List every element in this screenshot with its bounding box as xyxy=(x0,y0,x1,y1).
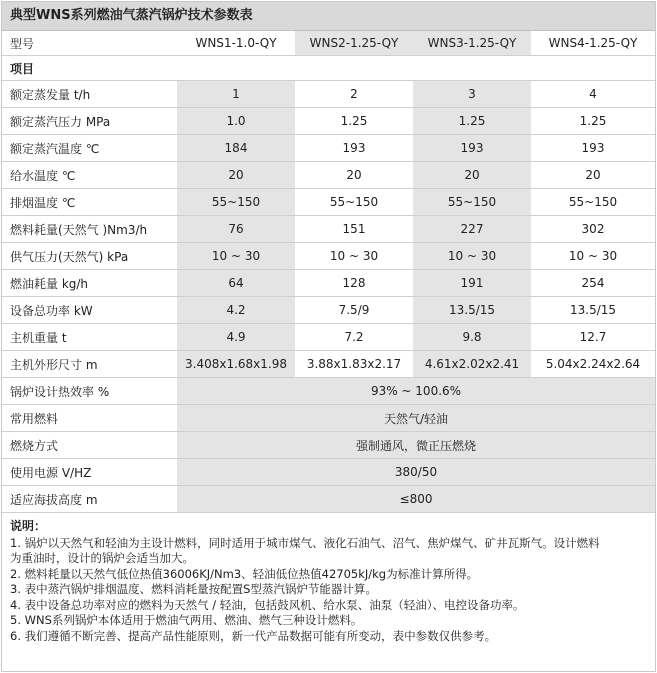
row-value: 193 xyxy=(531,135,655,162)
row-value: 3.88x1.83x2.17 xyxy=(295,351,413,378)
row-label: 额定蒸汽压力 MPa xyxy=(2,108,177,135)
note-line: 3. 表中蒸汽锅炉排烟温度、燃料消耗量按配置S型蒸汽锅炉节能器计算。 xyxy=(10,582,377,596)
row-label: 燃料耗量(天然气 )Nm3/h xyxy=(2,216,177,243)
table-row xyxy=(2,81,655,108)
table-row xyxy=(2,135,655,162)
row-value: 193 xyxy=(413,135,531,162)
table-row xyxy=(2,270,655,297)
note-line: 1. 锅炉以天然气和轻油为主设计燃料，同时适用于城市煤气、液化石油气、沼气、焦炉煤气、矿井瓦斯气。设计燃料 xyxy=(10,535,600,550)
row-value: 7.5/9 xyxy=(295,297,413,324)
row-value: 184 xyxy=(177,135,295,162)
merged-value: 93% ~ 100.6% xyxy=(177,378,655,405)
row-value: 13.5/15 xyxy=(531,297,655,324)
note-line: 4. 表中设备总功率对应的燃料为天然气 / 轻油，包括鼓风机、给水泵、油泵（轻油）、电控设备功率。 xyxy=(10,597,525,612)
row-label: 设备总功率 kW xyxy=(2,297,177,324)
row-label: 使用电源 V/HZ xyxy=(2,459,177,486)
table-row xyxy=(2,243,655,270)
row-label: 燃烧方式 xyxy=(2,432,177,459)
spec-sheet xyxy=(1,1,656,672)
row-label: 主机外形尺寸 m xyxy=(2,351,177,378)
row-value: 10 ~ 30 xyxy=(177,243,295,270)
table-row xyxy=(2,189,655,216)
row-value: 254 xyxy=(531,270,655,297)
row-label: 给水温度 ℃ xyxy=(2,162,177,189)
note-line: 6. 我们遵循不断完善、提高产品性能原则，新一代产品数据可能有所变动，表中参数仅供参考。 xyxy=(10,628,497,643)
header-row xyxy=(2,31,655,56)
row-value: 7.2 xyxy=(295,324,413,351)
row-value: 13.5/15 xyxy=(413,297,531,324)
table-row xyxy=(2,297,655,324)
row-value: 151 xyxy=(295,216,413,243)
row-value: 193 xyxy=(295,135,413,162)
row-value: 1.0 xyxy=(177,108,295,135)
row-value: 4.2 xyxy=(177,297,295,324)
row-value: 55~150 xyxy=(413,189,531,216)
row-label: 常用燃料 xyxy=(2,405,177,432)
merged-value: 380/50 xyxy=(177,459,655,486)
table-row xyxy=(2,216,655,243)
model-1: WNS1-1.0-QY xyxy=(177,31,295,56)
row-value: 3 xyxy=(413,81,531,108)
table-row xyxy=(2,351,655,378)
note-line: 2. 燃料耗量以天然气低位热值36006KJ/Nm3、轻油低位热值42705kJ/kg为标准计算所得。 xyxy=(10,566,479,581)
notes-title: 说明： xyxy=(10,519,47,533)
row-value: 10 ~ 30 xyxy=(531,243,655,270)
model-3: WNS3-1.25-QY xyxy=(413,31,531,56)
row-label: 排烟温度 ℃ xyxy=(2,189,177,216)
row-value: 10 ~ 30 xyxy=(295,243,413,270)
table-row xyxy=(2,486,655,513)
table-row xyxy=(2,405,655,432)
notes xyxy=(2,513,655,644)
merged-value: ≤800 xyxy=(177,486,655,513)
table-row xyxy=(2,378,655,405)
row-value: 4.61x2.02x2.41 xyxy=(413,351,531,378)
row-value: 4 xyxy=(531,81,655,108)
model-4: WNS4-1.25-QY xyxy=(531,31,655,56)
row-value: 227 xyxy=(413,216,531,243)
spec-table xyxy=(2,31,655,513)
row-value: 302 xyxy=(531,216,655,243)
row-value: 4.9 xyxy=(177,324,295,351)
model-2: WNS2-1.25-QY xyxy=(295,31,413,56)
row-value: 1.25 xyxy=(413,108,531,135)
row-label: 燃油耗量 kg/h xyxy=(2,270,177,297)
row-value: 128 xyxy=(295,270,413,297)
row-value: 1.25 xyxy=(531,108,655,135)
row-value: 64 xyxy=(177,270,295,297)
row-label: 供气压力(天然气) kPa xyxy=(2,243,177,270)
row-value: 3.408x1.68x1.98 xyxy=(177,351,295,378)
row-value: 9.8 xyxy=(413,324,531,351)
row-value: 10 ~ 30 xyxy=(413,243,531,270)
row-value: 55~150 xyxy=(295,189,413,216)
row-value: 20 xyxy=(413,162,531,189)
note-line: 为重油时，设计的锅炉会适当加大。 xyxy=(10,551,194,565)
table-title: 典型WNS系列燃油气蒸汽锅炉技术参数表 xyxy=(2,2,655,31)
merged-value: 天然气/轻油 xyxy=(177,405,655,432)
section-label: 项目 xyxy=(2,56,177,81)
row-label: 额定蒸汽温度 ℃ xyxy=(2,135,177,162)
row-value: 191 xyxy=(413,270,531,297)
table-row xyxy=(2,432,655,459)
row-value: 76 xyxy=(177,216,295,243)
table-row xyxy=(2,459,655,486)
row-value: 1 xyxy=(177,81,295,108)
row-label: 主机重量 t xyxy=(2,324,177,351)
note-line: 5. WNS系列锅炉本体适用于燃油气两用、燃油、燃气三种设计燃料。 xyxy=(10,613,363,627)
merged-value: 强制通风，微正压燃烧 xyxy=(177,432,655,459)
header-label: 型号 xyxy=(2,31,177,56)
table-row xyxy=(2,162,655,189)
row-label: 锅炉设计热效率 % xyxy=(2,378,177,405)
row-label: 额定蒸发量 t/h xyxy=(2,81,177,108)
table-row xyxy=(2,108,655,135)
section-row xyxy=(2,56,655,81)
row-value: 1.25 xyxy=(295,108,413,135)
table-row xyxy=(2,324,655,351)
row-value: 20 xyxy=(295,162,413,189)
row-label: 适应海拔高度 m xyxy=(2,486,177,513)
row-value: 55~150 xyxy=(531,189,655,216)
row-value: 2 xyxy=(295,81,413,108)
row-value: 5.04x2.24x2.64 xyxy=(531,351,655,378)
row-value: 55~150 xyxy=(177,189,295,216)
row-value: 20 xyxy=(531,162,655,189)
row-value: 20 xyxy=(177,162,295,189)
row-value: 12.7 xyxy=(531,324,655,351)
